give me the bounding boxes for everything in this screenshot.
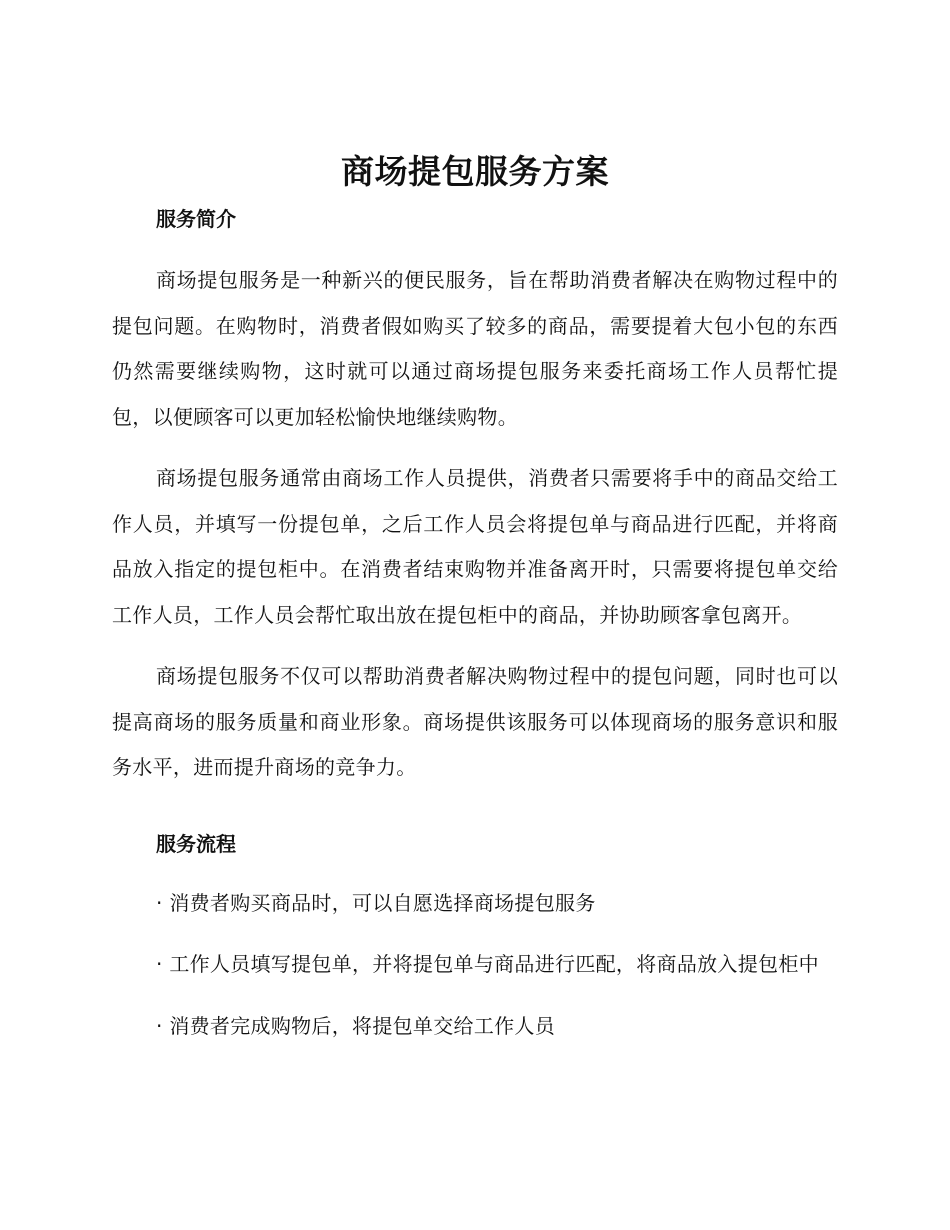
document-title: 商场提包服务方案 xyxy=(341,152,609,191)
intro-paragraph-3: 商场提包服务不仅可以帮助消费者解决购物过程中的提包问题，同时也可以提高商场的服务质量和商业形象。商场提供该服务可以体现商场的服务意识和服务水平，进而提升商场的竞争力。 xyxy=(112,664,838,779)
flow-list-item: · 消费者购买商品时，可以自愿选择商场提包服务 xyxy=(156,890,596,915)
intro-paragraph-1: 商场提包服务是一种新兴的便民服务，旨在帮助消费者解决在购物过程中的提包问题。在购物时，消费者假如购买了较多的商品，需要提着大包小包的东西仍然需要继续购物，这时就可以通过商场提包服务来委托商场工作人员帮忙提包，以便顾客可以更加轻松愉快地继续购物。 xyxy=(112,268,838,429)
flow-list-item: · 工作人员填写提包单，并将提包单与商品进行匹配，将商品放入提包柜中 xyxy=(156,952,819,976)
section-heading-service-flow: 服务流程 xyxy=(156,831,236,856)
section-heading-service-intro: 服务简介 xyxy=(156,207,236,231)
flow-list-item: · 消费者完成购物后，将提包单交给工作人员 xyxy=(156,1013,556,1038)
intro-paragraph-2: 商场提包服务通常由商场工作人员提供，消费者只需要将手中的商品交给工作人员，并填写一份提包单，之后工作人员会将提包单与商品进行匹配，并将商品放入指定的提包柜中。在消费者结束购物并准备离开时，只需要将提包单交给工作人员，工作人员会帮忙取出放在提包柜中的商品，并协助顾客拿包离开。 xyxy=(112,466,838,627)
